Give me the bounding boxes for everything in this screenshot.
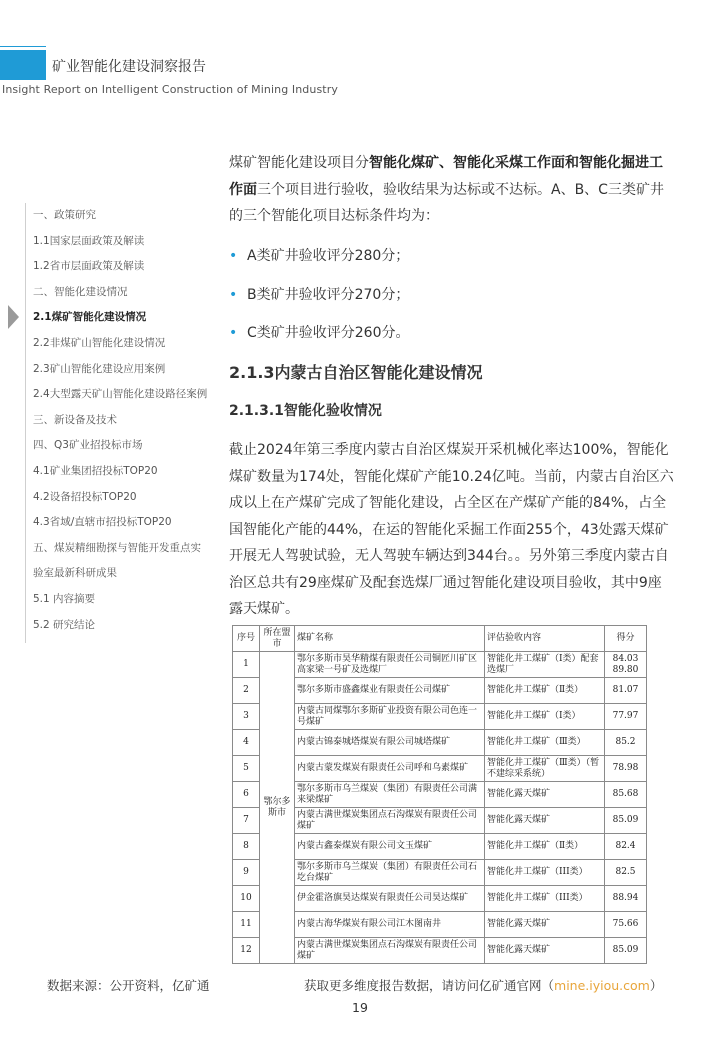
bullet-icon: • — [229, 248, 238, 264]
bullet-icon: • — [229, 286, 238, 303]
cell-score: 85.68 — [605, 782, 647, 808]
cell-name: 内蒙古锦泰城塔煤炭有限公司城塔煤矿 — [295, 730, 485, 756]
nav-item[interactable]: 2.1煤矿智能化建设情况 — [33, 311, 147, 324]
cell-name: 鄂尔多斯市昊华精煤有限责任公司铜匠川矿区高家梁一号矿及选煤厂 — [295, 652, 485, 678]
nav-item[interactable]: 4.3省域/直辖市招投标TOP20 — [33, 516, 172, 529]
report-title: 矿业智能化建设洞察报告 — [52, 59, 206, 75]
cell-name: 鄂尔多斯市盛鑫煤业有限责任公司煤矿 — [295, 678, 485, 704]
nav-item[interactable]: 验室最新科研成果 — [33, 567, 117, 580]
cell-content: 智能化井工煤矿（I类） — [485, 704, 605, 730]
cell-no: 5 — [233, 756, 260, 782]
cell-content: 智能化井工煤矿（Ⅱ类） — [485, 834, 605, 860]
nav-active-arrow-icon — [8, 305, 19, 329]
cell-no: 1 — [233, 652, 260, 678]
cell-name: 鄂尔多斯市乌兰煤炭（集团）有限责任公司满来梁煤矿 — [295, 782, 485, 808]
cell-content: 智能化露天煤矿 — [485, 938, 605, 964]
nav-item[interactable]: 1.2省市层面政策及解读 — [33, 260, 145, 273]
criteria-list — [229, 243, 410, 359]
cell-no: 7 — [233, 808, 260, 834]
cell-no: 8 — [233, 834, 260, 860]
cell-score: 82.4 — [605, 834, 647, 860]
cell-name: 内蒙古满世煤炭集团点石沟煤炭有限责任公司煤矿 — [295, 808, 485, 834]
nav-item[interactable]: 2.3矿山智能化建设应用案例 — [33, 362, 166, 375]
report-subtitle: Insight Report on Intelligent Construction of Mining Industry — [2, 83, 338, 96]
table-row — [233, 912, 647, 938]
more-info: 获取更多维度报告数据，请访问亿矿通官网（mine.iyiou.com） — [304, 978, 663, 993]
cell-score: 85.2 — [605, 730, 647, 756]
cell-content: 智能化露天煤矿 — [485, 912, 605, 938]
header-no: 序号 — [233, 626, 260, 652]
nav-item[interactable]: 五、煤炭精细勘探与智能开发重点实 — [33, 541, 201, 554]
cell-no: 9 — [233, 860, 260, 886]
table-row — [233, 808, 647, 834]
table-row — [233, 834, 647, 860]
list-item: • A类矿井验收评分280分； — [229, 243, 410, 282]
nav-item[interactable]: 5.2 研究结论 — [33, 618, 96, 631]
cell-name: 鄂尔多斯市乌兰煤炭（集团）有限责任公司石圪台煤矿 — [295, 860, 485, 886]
nav-item[interactable]: 4.2设备招投标TOP20 — [33, 490, 137, 503]
nav-item[interactable]: 4.1矿业集团招投标TOP20 — [33, 464, 158, 477]
intro-paragraph: 煤矿智能化建设项目分智能化煤矿、智能化采煤工作面和智能化掘进工作面三个项目进行验收，验收结果为达标或不达标。A、B、C三类矿井的三个智能化项目达标条件均为： — [229, 155, 664, 224]
cell-content: 智能化井工煤矿（Ⅲ类）（暂不建综采系统） — [485, 756, 605, 782]
header-name: 煤矿名称 — [295, 626, 485, 652]
cell-no: 12 — [233, 938, 260, 964]
header-content: 评估验收内容 — [485, 626, 605, 652]
page-number: 19 — [352, 1000, 368, 1015]
table-row — [233, 860, 647, 886]
cell-content: 智能化井工煤矿（I类）配套选煤厂 — [485, 652, 605, 678]
header-accent-line — [0, 46, 46, 47]
table-header-row — [233, 626, 647, 652]
cell-no: 6 — [233, 782, 260, 808]
cell-name: 内蒙古海华煤炭有限公司江木图南井 — [295, 912, 485, 938]
cell-content: 智能化井工煤矿（III类） — [485, 886, 605, 912]
cell-city: 鄂尔多斯市 — [260, 652, 295, 964]
cell-score: 84.03 89.80 — [605, 652, 647, 678]
table-row — [233, 678, 647, 704]
header-accent-block — [0, 50, 46, 80]
cell-content: 智能化露天煤矿 — [485, 782, 605, 808]
cell-no: 2 — [233, 678, 260, 704]
cell-no: 11 — [233, 912, 260, 938]
acceptance-table — [232, 625, 647, 964]
subsection-heading: 2.1.3.1智能化验收情况 — [229, 403, 382, 419]
nav-item[interactable]: 1.1国家层面政策及解读 — [33, 234, 145, 247]
body-paragraph: 截止2024年第三季度内蒙古自治区煤炭开采机械化率达100%，智能化煤矿数量为174处，智能化煤矿产能10.24亿吨。当前，内蒙古自治区六成以上在产煤矿完成了智能化建设，占全区在产煤矿产能的84%，占全国智能化产能的44%，在运的智能化采掘工作面255个，43处露天煤矿开展无人驾驶试验，无人驾驶车辆达到344台。。另外第三季度内蒙古自治区总共有29座煤矿及配套选煤厂通过智能化建设项目验收，其中9座露天煤矿。 — [229, 442, 674, 617]
cell-no: 4 — [233, 730, 260, 756]
nav-item[interactable]: 三、新设备及技术 — [33, 413, 117, 426]
nav-item[interactable]: 2.2非煤矿山智能化建设情况 — [33, 336, 166, 349]
list-item: • B类矿井验收评分270分； — [229, 282, 410, 321]
nav-item[interactable]: 一、政策研究 — [33, 209, 96, 221]
cell-score: 85.09 — [605, 938, 647, 964]
nav-item[interactable]: 二、智能化建设情况 — [33, 285, 128, 298]
section-heading: 2.1.3内蒙古自治区智能化建设情况 — [229, 363, 483, 382]
cell-name: 内蒙古满世煤炭集团点石沟煤炭有限责任公司煤矿 — [295, 938, 485, 964]
header-score: 得分 — [605, 626, 647, 652]
website-link[interactable]: mine.iyiou.com — [554, 978, 650, 993]
table-row — [233, 886, 647, 912]
nav-item[interactable]: 5.1 内容摘要 — [33, 592, 96, 605]
table-row — [233, 704, 647, 730]
table-row — [233, 782, 647, 808]
bullet-icon: • — [229, 325, 238, 341]
cell-content: 智能化井工煤矿（Ⅲ类） — [485, 730, 605, 756]
cell-content: 智能化露天煤矿 — [485, 808, 605, 834]
cell-content: 智能化井工煤矿（Ⅱ类） — [485, 678, 605, 704]
cell-score: 88.94 — [605, 886, 647, 912]
cell-no: 10 — [233, 886, 260, 912]
data-source: 数据来源：公开资料，亿矿通 — [47, 978, 210, 993]
cell-content: 智能化井工煤矿（III类） — [485, 860, 605, 886]
cell-no: 3 — [233, 704, 260, 730]
intro-bold-text: 智能化煤矿、智能化采煤工作面和智能化掘进工作面 — [229, 155, 663, 198]
cell-name: 内蒙古蒙发煤炭有限责任公司呼和乌素煤矿 — [295, 756, 485, 782]
cell-name: 内蒙古鑫泰煤炭有限公司文玉煤矿 — [295, 834, 485, 860]
cell-score: 85.09 — [605, 808, 647, 834]
cell-score: 81.07 — [605, 678, 647, 704]
table-row — [233, 756, 647, 782]
cell-score: 82.5 — [605, 860, 647, 886]
cell-score: 78.98 — [605, 756, 647, 782]
table-row — [233, 652, 647, 678]
cell-score: 77.97 — [605, 704, 647, 730]
sidebar-nav — [25, 203, 215, 643]
header-city: 所在盟市 — [260, 626, 295, 652]
cell-name: 内蒙古同煤鄂尔多斯矿业投资有限公司色连一号煤矿 — [295, 704, 485, 730]
table-row — [233, 730, 647, 756]
cell-score: 75.66 — [605, 912, 647, 938]
cell-name: 伊金霍洛旗昊达煤炭有限责任公司昊达煤矿 — [295, 886, 485, 912]
list-item: • C类矿井验收评分260分。 — [229, 320, 410, 359]
table-row — [233, 938, 647, 964]
nav-item[interactable]: 四、Q3矿业招投标市场 — [33, 439, 143, 452]
nav-item[interactable]: 2.4大型露天矿山智能化建设路径案例 — [33, 388, 208, 401]
